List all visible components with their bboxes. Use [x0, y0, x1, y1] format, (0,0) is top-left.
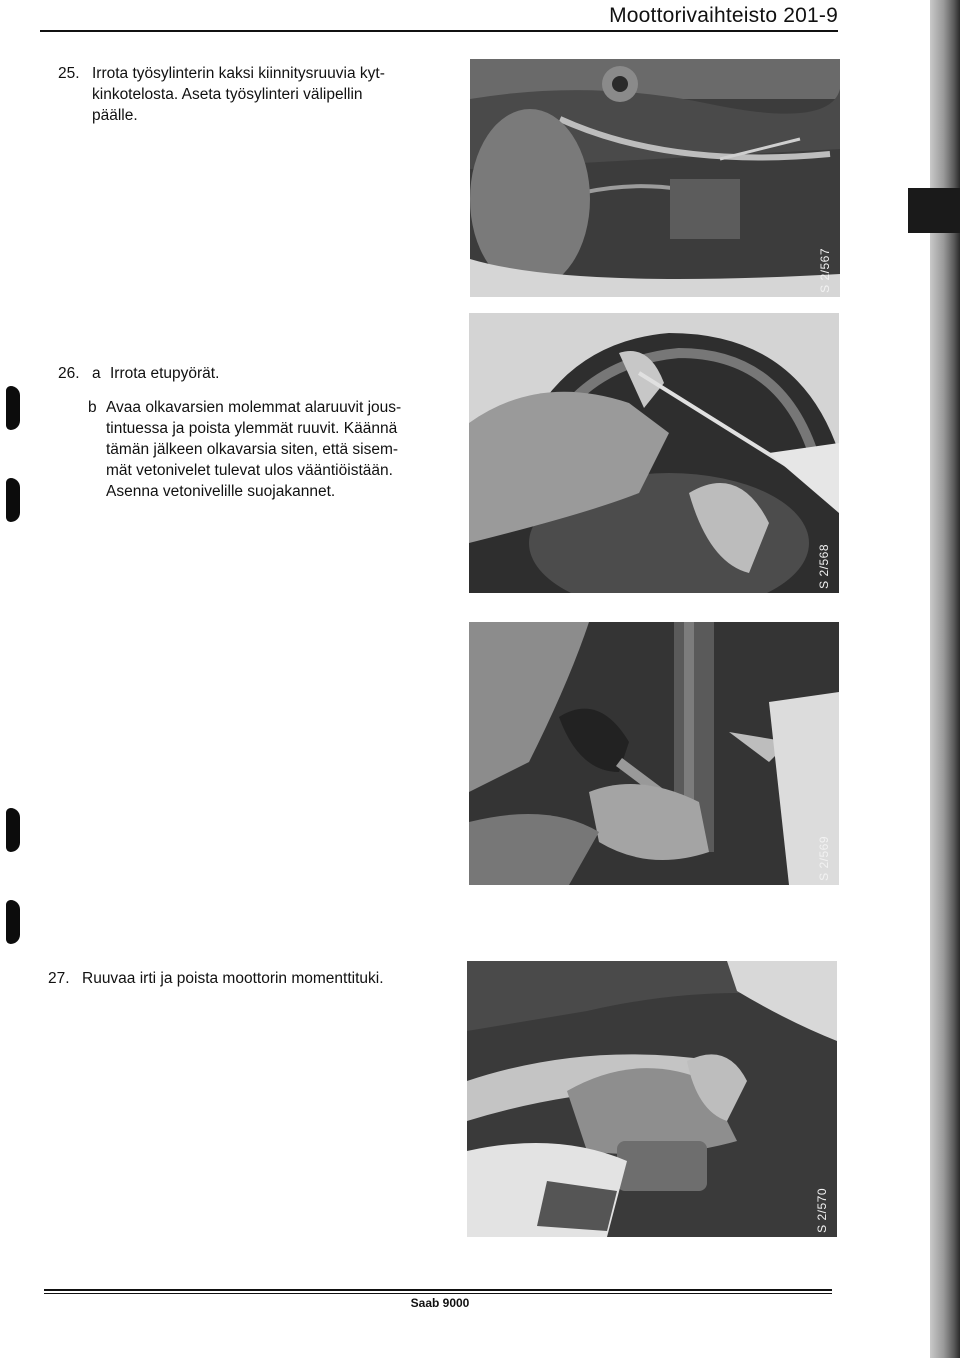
- step-text-line: Irrota työsylinterin kaksi kiinnitysruuvia kyt-: [92, 65, 385, 82]
- photo-code: S 2/570: [815, 1188, 829, 1233]
- substep-text: Irrota etupyörät.: [110, 365, 220, 382]
- photo-wheel-arch: [469, 313, 839, 593]
- substep-text-line: tämän jälkeen olkavarsia siten, että sisem-: [106, 441, 399, 458]
- photo-drive-shaft: [469, 622, 839, 885]
- photo-engine-bay: [470, 59, 840, 297]
- photo-engine-mount-image: [467, 961, 837, 1237]
- step-number: 27.: [48, 970, 70, 987]
- photo-engine-mount: [467, 961, 837, 1237]
- binding-hole: [6, 808, 20, 852]
- section-tab-marker: [908, 188, 960, 233]
- substep-label: b: [88, 399, 97, 416]
- binding-hole: [6, 386, 20, 430]
- footer-rule: [44, 1289, 832, 1291]
- photo-drive-shaft-image: [469, 622, 839, 885]
- footer-text: Saab 9000: [410, 1296, 470, 1310]
- step-number: 26.: [58, 365, 80, 382]
- photo-code: S 2/568: [817, 544, 831, 589]
- substep-text-line: Avaa olkavarsien molemmat alaruuvit jous-: [106, 399, 402, 416]
- substep-text-line: Asenna vetonivelille suojakannet.: [106, 483, 336, 500]
- photo-engine-bay-image: [470, 59, 840, 297]
- step-text-line: kinkotelosta. Aseta työsylinteri välipellin: [92, 86, 363, 103]
- photo-code: S 2/569: [817, 836, 831, 881]
- page-header-title: Moottorivaihteisto 201-9: [609, 4, 838, 27]
- substep-text-line: tintuessa ja poista ylemmät ruuvit. Käännä: [106, 420, 398, 437]
- header-rule: [40, 30, 838, 32]
- substep-text-line: mät vetonivelet tulevat ulos vääntiöistään.: [106, 462, 393, 479]
- step-26-a: [58, 363, 219, 384]
- substep-label: a: [92, 365, 101, 382]
- step-26-b: [88, 397, 458, 502]
- step-25: [58, 63, 438, 126]
- step-text-line: päälle.: [92, 107, 138, 124]
- step-number: 25.: [58, 65, 80, 82]
- footer-rule-thin: [44, 1293, 832, 1294]
- photo-wheel-arch-image: [469, 313, 839, 593]
- step-text: Ruuvaa irti ja poista moottorin momenttituki.: [82, 970, 384, 987]
- binding-hole: [6, 478, 20, 522]
- photo-code: S 2/567: [818, 248, 832, 293]
- binding-hole: [6, 900, 20, 944]
- step-27: [48, 968, 384, 989]
